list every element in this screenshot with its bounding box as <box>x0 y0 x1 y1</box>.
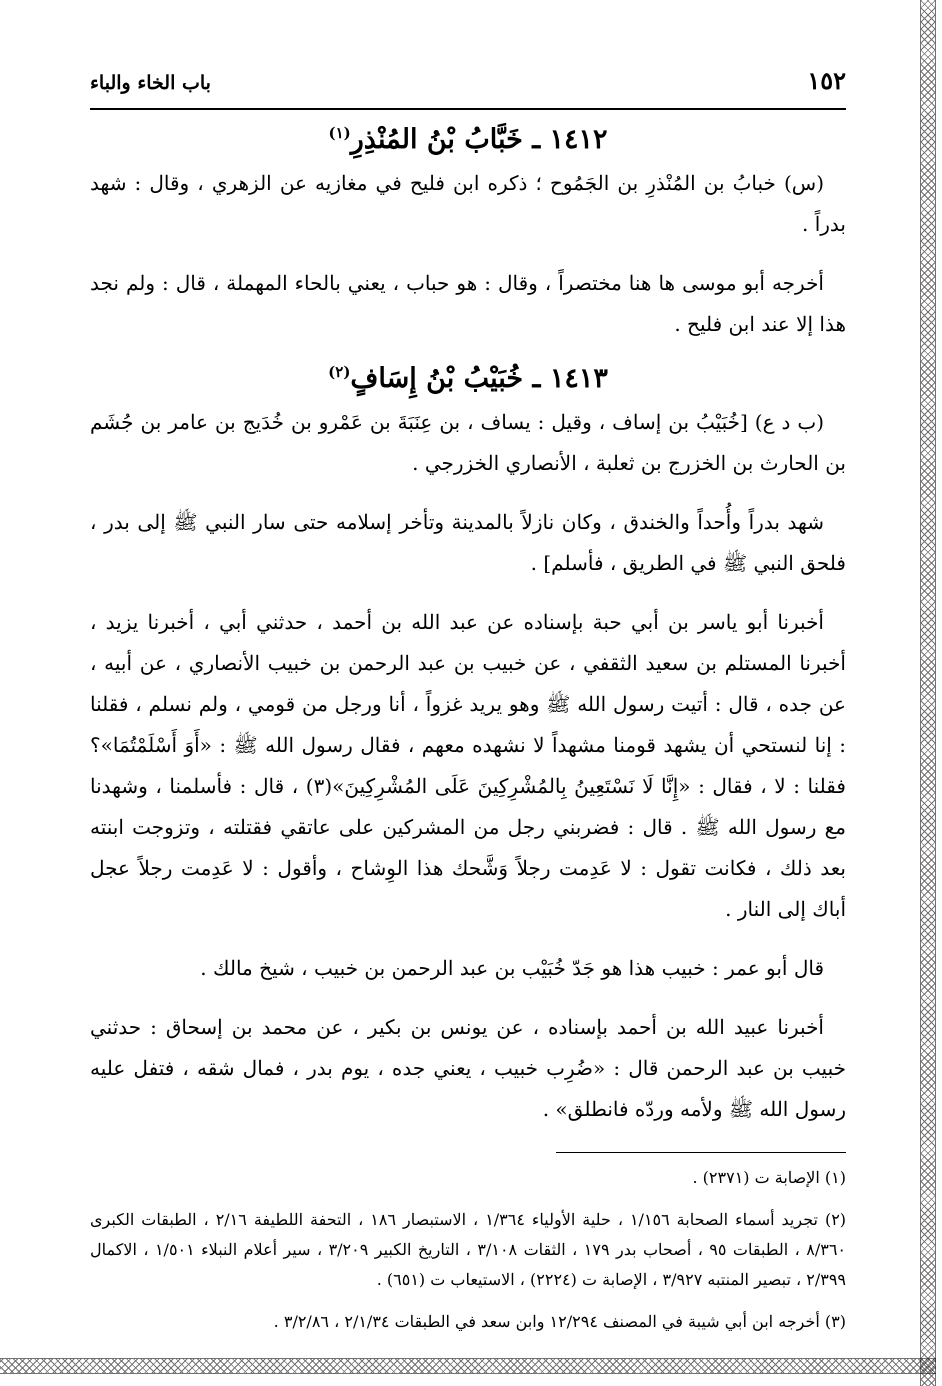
footnote-ref: (٢) <box>328 363 351 381</box>
page-number: ١٥٢ <box>807 66 846 95</box>
paragraph: أخرجه أبو موسى ها هنا مختصراً ، وقال : هو حباب ، يعني بالحاء المهملة ، قال : ولم نجد هذا إلا عند ابن فليح . <box>90 271 846 336</box>
paragraph: أخبرنا أبو ياسر بن أبي حبة بإسناده عن عبد الله بن أحمد ، حدثني أبي ، أخبرنا يزيد ، أخبرنا المستلم بن سعيد الثقفي ، عن خبيب بن عبد الرحمن بن خبيب الأنصاري ، عن أبيه ، عن جده ، قال : أتيت رسول الله ﷺ وهو يريد غزواً ، أنا ورجل من قومي ، ولم نسلم ، فقلنا : إنا لنستحي أن يشهد قومنا مشهداً لا نشهده معهم ، فقال رسول الله ﷺ : «أَوَ أَسْلَمْتُمَا»؟ فقلنا : لا ، فقال : «إِنَّا لَا نَسْتَعِينُ بِالمُشْرِكِينَ عَلَى المُشْرِكِينَ»(٣) ، قال : فأسلمنا ، وشهدنا مع رسول الله ﷺ . قال : فضربني رجل من المشركين على عاتقي فقتلته ، وتزوجت ابنته بعد ذلك ، فكانت تقول : لا عَدِمت رجلاً وَشَّحك هذا الوِشاح ، وأقول : لا عَدِمت رجلاً عجل أباك إلى النار . <box>90 610 846 921</box>
footnote-separator <box>556 1152 846 1153</box>
decorative-border-bottom <box>0 1358 936 1374</box>
footnote-ref: (١) <box>328 124 351 142</box>
paragraph: شهد بدراً وأُحداً والخندق ، وكان نازلاً بالمدينة وتأخر إسلامه حتى سار النبي ﷺ إلى بدر ، فلحق النبي ﷺ في الطريق ، فأسلم] . <box>90 510 846 575</box>
paragraph: أخبرنا عبيد الله بن أحمد بإسناده ، عن يونس بن بكير ، عن محمد بن إسحاق : حدثني خبيب بن عبد الرحمن قال : «ضُرِب خبيب ، يعني جده ، يوم بدر ، فمال شقه ، فتفل عليه رسول الله ﷺ ولأمه وردّه فانطلق» . <box>90 1015 846 1121</box>
entry-title <box>90 124 846 155</box>
entry-1412 <box>90 124 846 345</box>
entry-title-text: ١٤١٣ ـ خُبَيْبُ بْنُ إِسَافٍ <box>350 363 608 394</box>
paragraph: (س) خبابُ بن المُنْذرِ بن الجَمُوح ؛ ذكره ابن فليح في مغازيه عن الزهري ، وقال : شهد بدراً . <box>90 171 846 236</box>
paragraph: قال أبو عمر : خبيب هذا هو جَدّ خُبَيْب بن عبد الرحمن بن خبيب ، شيخ مالك . <box>200 956 824 980</box>
decorative-border-right <box>920 0 936 1386</box>
paragraph: (ب د ع) [خُبَيْبُ بن إساف ، وقيل : يساف ، بن عِنَبَةَ بن عَمْرو بن خُدَيج بن عامر بن جُشَم بن الحارث بن الخزرج بن ثعلبة ، الأنصاري الخزرجي . <box>90 410 846 475</box>
footnotes <box>90 1163 846 1337</box>
page-header <box>90 66 846 110</box>
running-title: باب الخاء والباء <box>90 72 211 94</box>
footnote: (١) الإصابة ت (٢٣٧١) . <box>692 1168 846 1187</box>
entry-title-text: ١٤١٢ ـ خَبَّابُ بْنُ المُنْذِرِ <box>350 124 608 155</box>
book-page <box>90 66 846 1349</box>
entry-1413 <box>90 363 846 1130</box>
entry-title <box>90 363 846 394</box>
footnote: (٢) تجريد أسماء الصحابة ١/١٥٦ ، حلية الأولياء ١/٣٦٤ ، الاستبصار ١٨٦ ، التحفة اللطيفة ٢/١٦ ، الطبقات الكبرى ٨/٣٦٠ ، الطبقات ٩٥ ، أصحاب بدر ١٧٩ ، الثقات ٣/١٠٨ ، التاريخ الكبير ٣/٢٠٩ ، سير أعلام النبلاء ١/٥٠١ ، الاكمال ٢/٣٩٩ ، تبصير المنتبه ٣/٩٢٧ ، الإصابة ت (٢٢٢٤) ، الاستيعاب ت (٦٥١) . <box>90 1210 847 1289</box>
footnote: (٣) أخرجه ابن أبي شيبة في المصنف ١٢/٢٩٤ وابن سعد في الطبقات ٢/١/٣٤ ، ٣/٢/٨٦ . <box>273 1312 846 1331</box>
